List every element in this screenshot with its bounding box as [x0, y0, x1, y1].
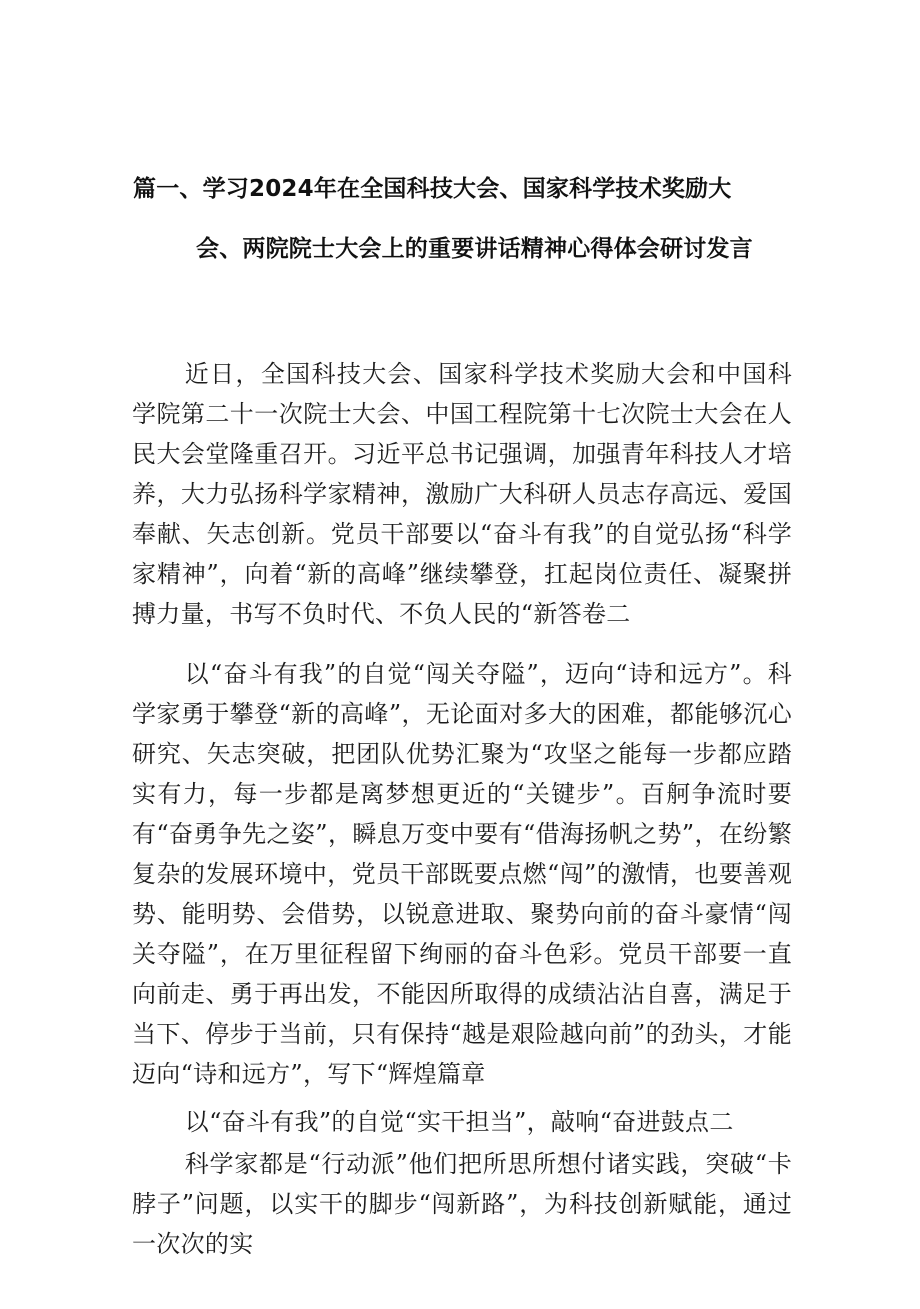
paragraph-section-1: 以“奋斗有我”的自觉“闯关夺隘”，迈向“诗和远方”。科学家勇于攀登“新的高峰”，无论面对多大的困难，都能够沉心研究、矢志突破，把团队优势汇聚为“攻坚之能每一步都应踏实有力，每一步都是离梦想更近的“关键步”。百舸争流时要有“奋勇争先之姿”，瞬息万变中要有“借海扬帆之势”，在纷繁复杂的发展环境中，党员干部既要点燃“闯”的激情，也要善观势、能明势、会借势，以锐意进取、聚势向前的奋斗豪情“闯关夺隘”，在万里征程留下绚丽的奋斗色彩。党员干部要一直向前走、勇于再出发，不能因所取得的成绩沾沾自喜，满足于当下、停步于当前，只有保持“越是艰险越向前”的劲头，才能迈向“诗和远方”，写下“辉煌篇章 [132, 660, 792, 1088]
document-title-line-1: 篇一、学习2024年在全国科技大会、国家科学技术奖励大 [133, 176, 732, 202]
document-title-line-2: 会、两院院士大会上的重要讲话精神心得体会研讨发言 [196, 236, 753, 262]
paragraph-section-2-heading: 以“奋斗有我”的自觉“实干担当”，敲响“奋进鼓点二 [184, 1108, 734, 1136]
paragraph-section-2-body: 科学家都是“行动派”他们把所思所想付诸实践，突破“卡脖子”问题，以实干的脚步“闯新路”，为科技创新赋能，通过一次次的实 [132, 1150, 792, 1258]
paragraph-intro: 近日，全国科技大会、国家科学技术奖励大会和中国科学院第二十一次院士大会、中国工程院第十七次院士大会在人民大会堂隆重召开。习近平总书记强调，加强青年科技人才培养，大力弘扬科学家精神，激励广大科研人员志存高远、爱国奉献、矢志创新。党员干部要以“奋斗有我”的自觉弘扬“科学家精神”，向着“新的高峰”继续攀登，扛起岗位责任、凝聚拼搏力量，书写不负时代、不负人民的“新答卷二 [132, 360, 792, 628]
